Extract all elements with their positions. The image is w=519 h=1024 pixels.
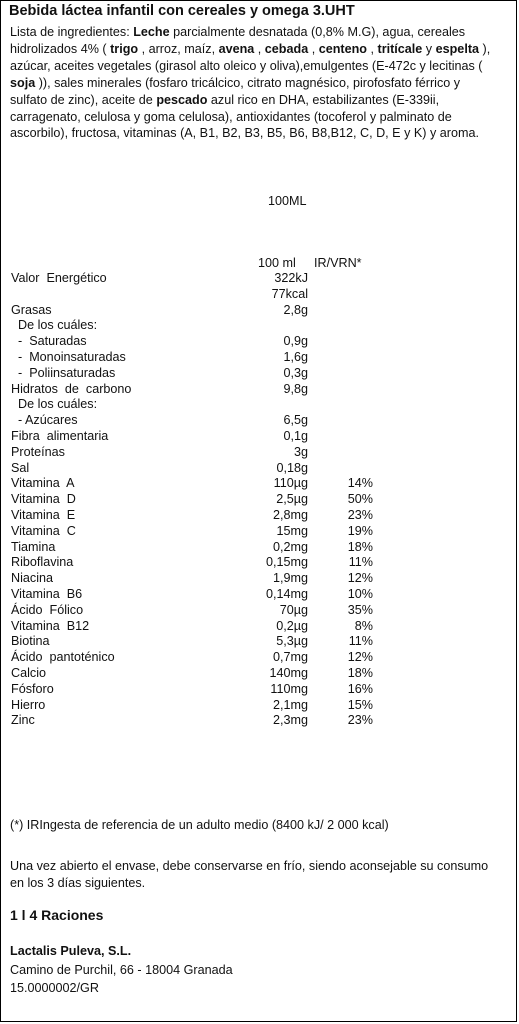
nutrient-name: Vitamina B12 [11, 618, 90, 633]
ingredient-text: )), sales minerales (fosfaro tricálcico, citrato magnésico, pirofosfato férrico y sulfato de zinc), aceite de [10, 75, 461, 107]
nutrition-row [1, 571, 516, 587]
storage-note: Una vez abierto el envase, debe conservarse en frío, siendo aconsejable su consumo en los 3 días siguientes. [10, 859, 489, 890]
nutrient-value: 15mg [276, 523, 308, 538]
company-name: Lactalis Puleva, S.L. [10, 944, 132, 958]
allergen-text: Leche [133, 25, 170, 39]
nutrient-name: De los cuáles: [11, 397, 98, 412]
nutrient-name: Proteínas [11, 444, 65, 459]
nutrition-row [1, 540, 516, 556]
nutrient-name: - Poliinsaturadas [11, 365, 116, 380]
nutrient-name: Vitamina C [11, 523, 76, 538]
nutrition-row [1, 461, 516, 477]
nutrient-value: 322kJ [274, 271, 308, 285]
nutrient-ir-percent: 16% [347, 681, 373, 696]
nutrition-row [1, 698, 516, 714]
product-title: Bebida láctea infantil con cereales y omega 3.UHT [9, 3, 355, 19]
nutrient-ir-percent: 10% [347, 587, 373, 601]
nutrition-row [1, 350, 516, 366]
nutrient-name: Fibra alimentaria [11, 429, 109, 443]
allergen-text: espelta [435, 41, 480, 56]
ingredient-text: parcialmente desnatada (0,8% M.G), agua, cereales hidrolizados 4% ( [10, 25, 466, 56]
nutrition-row [1, 366, 516, 382]
nutrient-ir-percent: 35% [347, 602, 373, 617]
column-header-ir-vrn: IR/VRN* [314, 256, 362, 270]
nutrient-ir-percent: 50% [347, 492, 373, 507]
nutrient-value: 2,3mg [272, 713, 308, 728]
nutrition-row [1, 445, 516, 461]
nutrient-value: 0,2mg [272, 539, 308, 554]
nutrition-row [1, 492, 516, 508]
ingredient-text: azul rico en DHA, estabilizantes (E-339ii, carragenato, celulosa y goma celulosa), antioxidantes (tocoferol y palminato de ascorbilo), fructosa, vitaminas (A, B1, B2, B3, B5, B6, B8,B12, C, D, E y K) y aroma. [10, 92, 479, 141]
nutrient-value: 77kcal [271, 286, 308, 301]
nutrient-name: Hidratos de carbono [11, 381, 132, 396]
allergen-text: pescado [156, 92, 208, 107]
nutrient-name: Ácido pantoténico [11, 650, 115, 665]
nutrient-name: Grasas [11, 302, 52, 317]
nutrient-name: Calcio [11, 666, 46, 680]
allergen-text: centeno [318, 41, 367, 56]
nutrient-value: 0,3g [283, 365, 308, 380]
nutrient-name: Ácido Fólico [11, 602, 84, 617]
nutrient-ir-percent: 19% [347, 523, 373, 538]
nutrient-value: 5,3µg [276, 634, 308, 649]
nutrient-ir-percent: 23% [347, 508, 373, 522]
nutrition-row [1, 508, 516, 524]
nutrient-value: 0,18g [276, 460, 308, 475]
nutrient-value: 9,8g [283, 381, 308, 396]
nutrient-name: - Azúcares [11, 413, 78, 428]
nutrient-ir-percent: 12% [347, 571, 373, 586]
nutrient-name: Niacina [11, 571, 53, 586]
portions: 1 l 4 Raciones [10, 907, 104, 923]
nutrition-row [1, 429, 516, 445]
nutrient-value: 0,1g [283, 429, 308, 443]
nutrient-ir-percent: 18% [347, 666, 373, 680]
nutrient-name: Biotina [11, 634, 50, 649]
nutrition-row [1, 682, 516, 698]
ingredient-text: ), azúcar, aceites vegetales (girasol alto oleico y oliva),emulgentes (E-472c y lecitinas ( [10, 41, 491, 73]
company-address: Camino de Purchil, 66 - 18004 Granada [10, 963, 233, 977]
nutrition-row [1, 603, 516, 619]
column-header-100ml: 100 ml [258, 256, 296, 270]
nutrition-row [1, 287, 516, 303]
nutrient-name: Vitamina E [11, 508, 76, 522]
nutrient-name: - Saturadas [11, 334, 87, 349]
nutrition-row [1, 334, 516, 350]
nutrition-row [1, 303, 516, 319]
ingredient-text: , [254, 41, 265, 56]
nutrient-value: 0,9g [283, 334, 308, 349]
nutrient-name: Hierro [11, 697, 46, 712]
nutrient-ir-percent: 8% [354, 618, 373, 633]
allergen-text: cebada [264, 41, 309, 56]
nutrient-value: 1,6g [283, 350, 308, 364]
ingredient-text: , arroz, maíz, [138, 41, 219, 56]
nutrition-row [1, 318, 516, 334]
nutrient-value: 70µg [279, 602, 308, 617]
footnote: (*) IRIngesta de referencia de un adulto medio (8400 kJ/ 2 000 kcal) [10, 818, 389, 832]
nutrition-row [1, 397, 516, 413]
allergen-text: soja [10, 75, 36, 90]
nutrient-name: Fósforo [11, 681, 54, 696]
nutrient-name: Tiamina [11, 539, 56, 554]
nutrient-value: 2,5µg [276, 492, 308, 507]
nutrient-ir-percent: 23% [347, 713, 373, 728]
nutrition-row [1, 634, 516, 650]
ingredient-text: Lista de ingredientes: [10, 25, 134, 39]
nutrient-name: - Monoinsaturadas [11, 350, 126, 364]
nutrient-name: Vitamina D [11, 492, 76, 507]
allergen-text: avena [218, 41, 255, 56]
ingredient-text: y [422, 41, 436, 56]
nutrient-ir-percent: 11% [348, 555, 373, 570]
nutrient-ir-percent: 18% [347, 539, 373, 554]
nutrition-row [1, 476, 516, 492]
nutrition-row [1, 587, 516, 603]
nutrient-value: 0,15mg [265, 555, 308, 570]
nutrient-value: 1,9mg [272, 571, 308, 586]
nutrition-row [1, 413, 516, 429]
nutrition-row [1, 650, 516, 666]
nutrient-ir-percent: 11% [348, 634, 373, 649]
nutrition-row [1, 524, 516, 540]
nutrient-value: 110mg [270, 681, 308, 696]
nutrient-value: 0,2µg [276, 618, 308, 633]
nutrient-value: 6,5g [283, 413, 308, 428]
nutrition-row [1, 271, 516, 287]
nutrient-ir-percent: 12% [347, 650, 373, 665]
nutrient-name: Vitamina A [11, 476, 75, 491]
nutrient-value: 3g [293, 444, 308, 459]
nutrient-value: 0,7mg [272, 650, 308, 665]
nutrient-ir-percent: 15% [347, 697, 373, 712]
nutrition-row [1, 619, 516, 635]
allergen-text: tritícale [377, 41, 423, 56]
nutrient-name: Valor Energético [11, 271, 107, 285]
nutrient-name: Sal [11, 460, 30, 475]
ingredient-text: , [308, 41, 319, 56]
nutrient-value: 2,8mg [272, 508, 308, 522]
ingredient-text: , [367, 41, 378, 56]
registry-code: 15.0000002/GR [10, 981, 99, 995]
nutrient-name: Zinc [11, 713, 35, 728]
serving-header: 100ML [268, 194, 307, 208]
nutrient-name: Vitamina B6 [11, 587, 83, 601]
nutrient-value: 2,1mg [272, 697, 308, 712]
nutrition-row [1, 555, 516, 571]
nutrient-name: Riboflavina [11, 555, 74, 570]
nutrition-row [1, 713, 516, 729]
nutrition-row [1, 666, 516, 682]
nutrient-name: De los cuáles: [11, 318, 98, 333]
nutrient-value: 0,14mg [265, 587, 308, 601]
allergen-text: trigo [110, 41, 139, 56]
nutrient-value: 140mg [269, 666, 308, 680]
ingredients-list [10, 24, 500, 142]
nutrient-ir-percent: 14% [347, 476, 373, 491]
nutrient-value: 2,8g [283, 302, 308, 317]
nutrition-row [1, 382, 516, 398]
nutrient-value: 110µg [273, 476, 308, 491]
